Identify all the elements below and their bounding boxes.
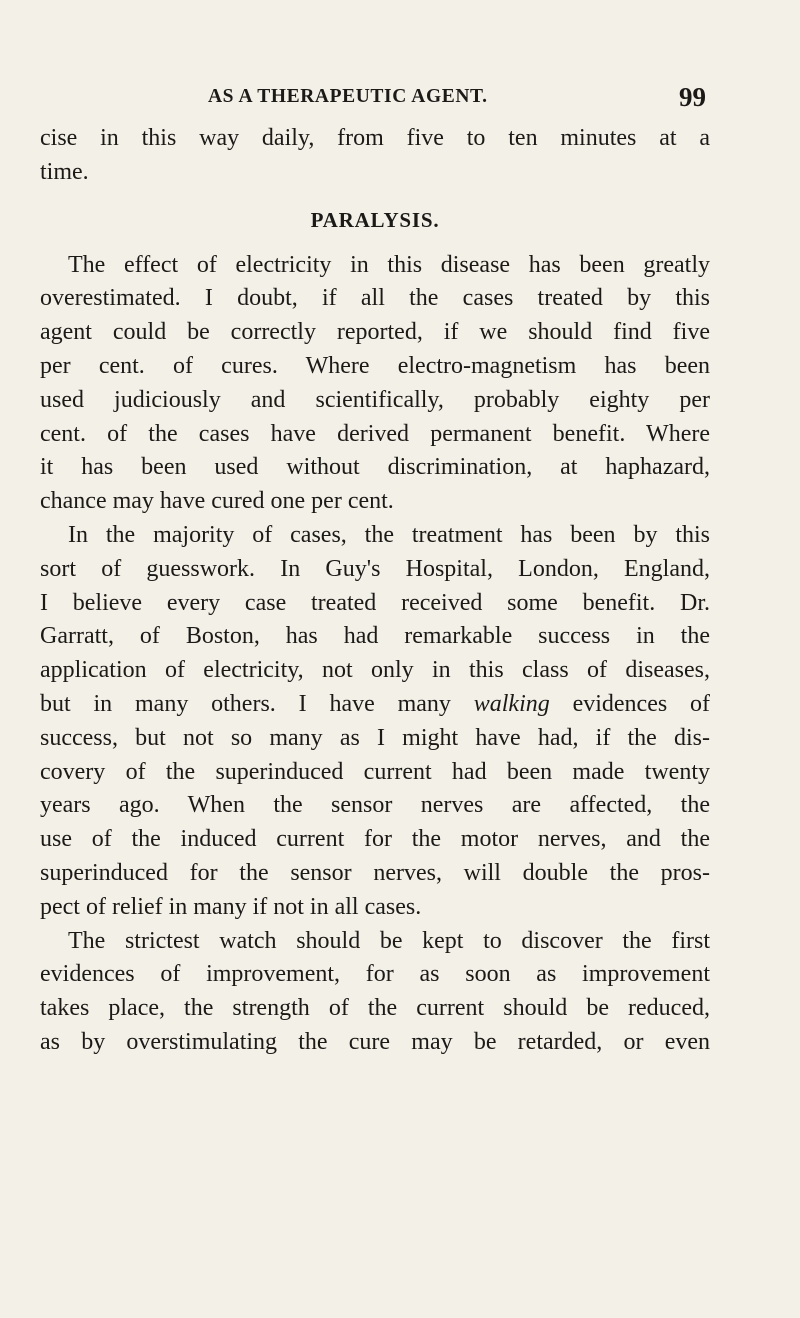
running-title: AS A THERAPEUTIC AGENT. [208,86,488,107]
text-fragment: but in many others. I have many [40,690,474,717]
text-line: used judiciously and scientifically, probably eighty per [40,386,710,413]
text-fragment: evidences of [549,690,710,717]
page-number: 99 [679,82,706,112]
text-line: takes place, the strength of the current should be reduced, [40,995,710,1022]
text-line: success, but not so many as I might have had, if the dis- [40,724,710,751]
text-line: cise in this way daily, from five to ten minutes at a [40,125,710,151]
text-line: it has been used without discrimination, at haphazard, [40,454,710,481]
italic-word: walking [473,690,550,717]
section-heading: PARALYSIS. [310,207,440,232]
text-line: chance may have cured one per cent. [40,488,394,515]
text-line: years ago. When the sensor nerves are affected, the [40,792,710,819]
text-line: use of the induced current for the motor nerves, and the [40,826,710,853]
text-line: The strictest watch should be kept to discover the first [68,927,710,954]
text-line: overestimated. I doubt, if all the cases treated by this [40,285,710,312]
text-line: superinduced for the sensor nerves, will double the pros- [40,859,710,886]
text-line: covery of the superinduced current had been made twenty [40,758,710,785]
text-line: time. [40,158,89,185]
text-line: cent. of the cases have derived permanent benefit. Where [40,420,710,447]
paragraph-strictest-watch [40,925,710,1060]
text-line: agent could be correctly reported, if we should find five [40,319,710,346]
running-header [40,82,710,122]
text-line: In the majority of cases, the treatment has been by this [68,521,710,548]
paragraph-continuation [40,122,710,190]
text-line-with-italic [40,688,710,722]
text-line: as by overstimulating the cure may be retarded, or even [40,1028,710,1055]
text-line: The effect of electricity in this disease has been greatly [68,251,710,278]
text-line: I believe every case treated received some benefit. Dr. [40,589,710,616]
text-line: pect of relief in many if not in all cases. [40,893,422,920]
paragraph-effect [40,249,710,519]
book-page [40,82,710,1060]
text-line: sort of guesswork. In Guy's Hospital, London, England, [40,555,710,582]
text-line: per cent. of cures. Where electro-magnetism has been [40,352,710,379]
text-line: Garratt, of Boston, has had remarkable success in the [40,623,710,650]
text-line: evidences of improvement, for as soon as improvement [40,961,710,988]
text-line: application of electricity, not only in this class of diseases, [40,657,710,684]
paragraph-majority [40,519,710,925]
